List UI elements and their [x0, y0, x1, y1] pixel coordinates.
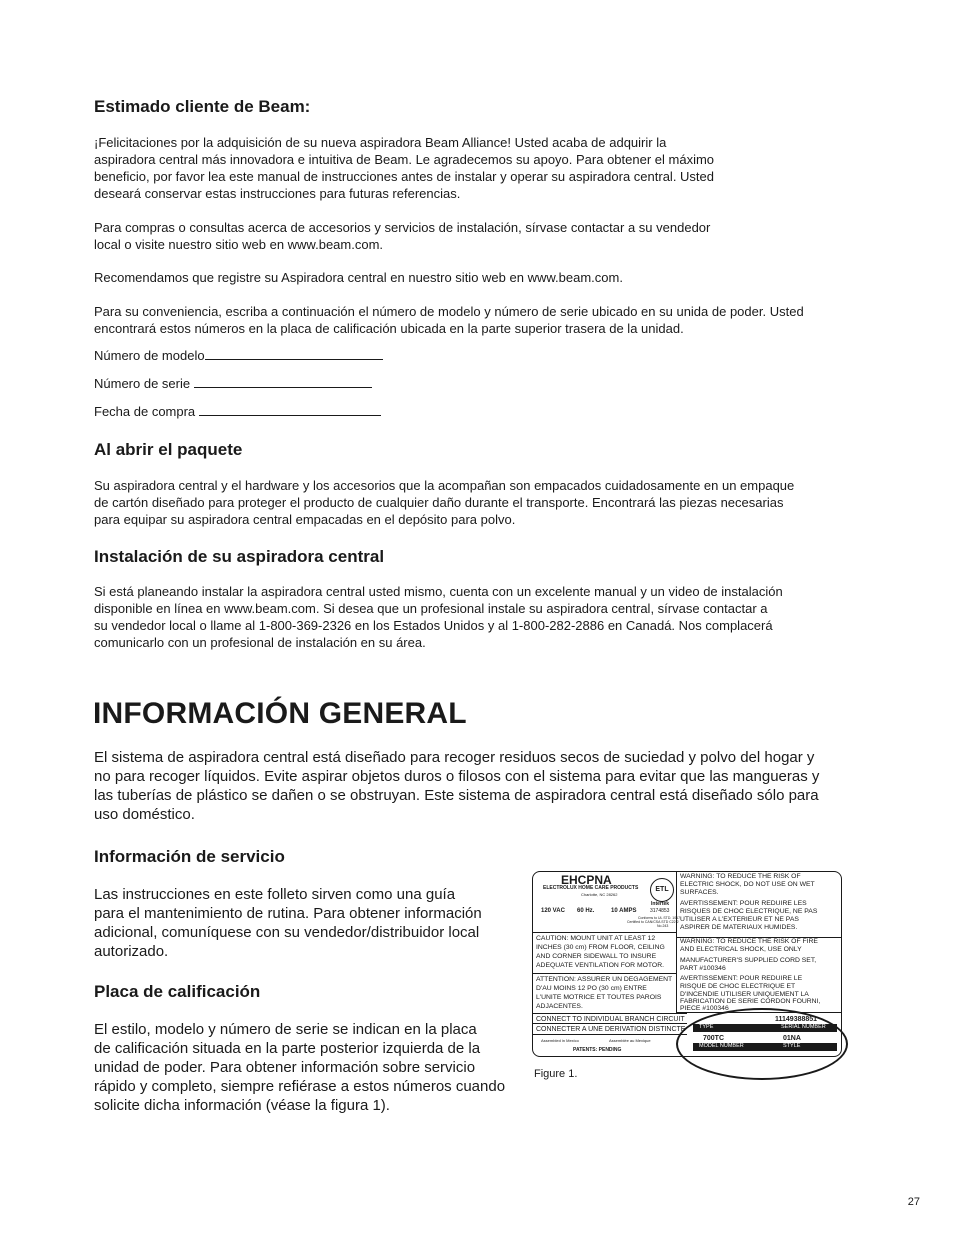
plate-caution-4: ADEQUATE VENTILATION FOR MOTOR.	[536, 962, 665, 969]
plate-warning1-1: WARNING: TO REDUCE THE RISK OF	[680, 873, 801, 880]
plate-avert1-4: ASPIRER DE MATERIAUX HUMIDES.	[680, 924, 798, 931]
text-line: solicite dicha información (véase la figura 1).	[94, 1097, 390, 1114]
install-paragraph	[94, 583, 783, 651]
plate-assembled-mx: Assembled in Mexico	[541, 1038, 579, 1043]
text-line: Las instrucciones en este folleto sirven como una guía	[94, 886, 456, 903]
plate-style-value: 01NA	[783, 1035, 801, 1042]
plate-frequency: 60 Hz.	[577, 908, 595, 914]
model-number-field	[94, 347, 383, 364]
text-line: comunicarlo con un profesional de instalación en su área.	[94, 635, 426, 650]
greeting-paragraph-3: Recomendamos que registre su Aspiradora central en nuestro sitio web en www.beam.com.	[94, 270, 623, 285]
plate-model-value: 700TC	[703, 1035, 725, 1042]
plate-attention-4: ADJACENTES.	[536, 1003, 583, 1010]
etl-certification-icon: ETL	[650, 878, 674, 902]
plate-model-label: MODEL NUMBER	[699, 1043, 744, 1049]
text-line: su vendedor local o llame al 1-800-369-2326 en los Estados Unidos y al 1-800-282-2886 en Canadá. Nos complacerá	[94, 618, 773, 633]
figure-caption: Figure 1.	[534, 1068, 578, 1080]
plate-avert1-1: AVERTISSEMENT: POUR REDUIRE LES	[680, 900, 807, 907]
plate-caution-2: INCHES (30 cm) FROM FLOOR, CEILING	[536, 944, 665, 951]
text-line: para el mantenimiento de rutina. Para obtener información	[94, 905, 482, 922]
unpack-heading: Al abrir el paquete	[94, 440, 243, 459]
plate-avert2-3: D'INCENDIE UTILISER UNIQUEMENT LA	[680, 991, 809, 998]
plate-serial-label: SERIAL NUMBER	[781, 1024, 826, 1030]
plate-avert1-2: RISQUES DE CHOC ELECTRIQUE, NE PAS	[680, 908, 818, 915]
plate-conforms-3: No.243	[657, 924, 669, 928]
plate-assembled-mx-fr: Assemblée au Mexique	[609, 1038, 651, 1043]
serial-number-blank	[194, 375, 372, 388]
plate-amps: 10 AMPS	[611, 908, 637, 914]
text-line: disponible en línea en www.beam.com. Si desea que un profesional instale su aspiradora central, sírvase contactar a	[94, 601, 768, 616]
plate-warning2-1: WARNING: TO REDUCE THE RISK OF FIRE	[680, 938, 818, 945]
plate-intertek: Intertek	[651, 901, 670, 907]
plate-connect-2: CONNECTER A UNE DERIVATION DISTINCTE	[536, 1026, 686, 1033]
plate-patents: PATENTS: PENDING	[573, 1047, 622, 1053]
plate-divider-left-4	[533, 1023, 687, 1024]
plate-attention-3: L'UNITE MOTRICE ET TOUTES PAROIS	[536, 994, 662, 1001]
model-number-label: Número de modelo	[94, 348, 205, 363]
purchase-date-blank	[199, 403, 381, 416]
purchase-date-label: Fecha de compra	[94, 404, 196, 419]
text-line: no para recoger líquidos. Evite aspirar objetos duros o filosos con el sistema para evitar que las mangueras y	[94, 768, 820, 785]
plate-avert2-4: FABRICATION DE SERIE CORDON FOURNI,	[680, 998, 821, 1005]
model-number-blank	[205, 347, 383, 360]
plate-divider-left-3	[533, 1013, 687, 1014]
service-paragraph	[94, 885, 482, 961]
text-line: de calificación situada en la parte posterior izquierda de la	[94, 1040, 481, 1057]
install-heading: Instalación de su aspiradora central	[94, 547, 385, 566]
text-line: unidad de poder. Para obtener información sobre servicio	[94, 1059, 476, 1076]
highlight-ellipse	[676, 1005, 848, 1080]
plate-caution-3: AND CORNER SIDEWALL TO INSURE	[536, 953, 657, 960]
plate-connect-1: CONNECT TO INDIVIDUAL BRANCH CIRCUIT	[536, 1016, 685, 1023]
plate-maker: ELECTROLUX HOME CARE PRODUCTS	[543, 885, 639, 891]
plate-caution-1: CAUTION: MOUNT UNIT AT LEAST 12	[536, 935, 656, 942]
plate-voltage: 120 VAC	[541, 908, 565, 914]
text-line: Para su conveniencia, escriba a continuación el número de modelo y número de serie ubicado en su unida de poder. Usted	[94, 304, 804, 319]
general-info-title: INFORMACIÓN GENERAL	[93, 697, 467, 730]
plate-divider-left-2	[533, 973, 676, 974]
text-line: aspiradora central más innovadora e intuitiva de Beam. Le agradecemos su apoyo. Para obtener el máximo	[94, 152, 715, 167]
plate-warning2-2: AND ELECTRICAL SHOCK, USE ONLY	[680, 946, 802, 953]
plate-brand: EHCPNA	[561, 873, 612, 887]
text-line: uso doméstico.	[94, 806, 195, 823]
text-line: encontrará estos números en la placa de calificación ubicada en la parte superior trasera de la unidad.	[94, 321, 684, 336]
page-number: 27	[907, 1196, 920, 1208]
text-line: Su aspiradora central y el hardware y los accesorios que la acompañan son empacados cuidadosamente en un empaque	[94, 478, 795, 493]
plate-intertek-number: 3174853	[650, 908, 670, 914]
plate-avert2-5: PIECE #100346	[680, 1005, 729, 1012]
text-line: de cartón diseñado para proteger el producto de cualquier daño durante el transporte. Encontrará las piezas necesarias	[94, 495, 784, 510]
text-line: El sistema de aspiradora central está diseñado para recoger residuos secos de suciedad y polvo del hogar y	[94, 749, 815, 766]
rating-plate-paragraph	[94, 1020, 505, 1115]
plate-divider-left-5	[533, 1034, 687, 1035]
unpack-paragraph	[94, 477, 794, 528]
plate-conforms-2: Certified to CAN/CSA STD C22.2	[627, 920, 679, 924]
text-line: beneficio, por favor lea este manual de instrucciones antes de instalar y operar su aspiradora central. Usted	[94, 169, 715, 184]
plate-avert2-1: AVERTISSEMENT: POUR REDUIRE LE	[680, 975, 803, 982]
service-heading: Información de servicio	[94, 847, 285, 866]
plate-attention-1: ATTENTION: ASSURER UN DEGAGEMENT	[536, 976, 673, 983]
plate-attention-2: D'AU MOINS 12 PO (30 cm) ENTRE	[536, 985, 647, 992]
plate-avert1-3: UTILISER A L'EXTERIEUR ET NE PAS	[680, 916, 799, 923]
plate-warning2-3: MANUFACTURER'S SUPPLIED CORD SET,	[680, 957, 817, 964]
serial-number-label: Número de serie	[94, 376, 191, 391]
rating-plate-heading: Placa de calificación	[94, 982, 261, 1001]
text-line: Si está planeando instalar la aspiradora central usted mismo, cuenta con un excelente manual y un video de instalación	[94, 584, 783, 599]
text-line: local o visite nuestro sitio web en www.beam.com.	[94, 237, 384, 252]
greeting-paragraph-4	[94, 303, 804, 337]
plate-warning1-2: ELECTRIC SHOCK, DO NOT USE ON WET	[680, 881, 815, 888]
text-line: El estilo, modelo y número de serie se indican en la placa	[94, 1021, 477, 1038]
text-line: autorizado.	[94, 943, 169, 960]
greeting-paragraph-1	[94, 134, 714, 202]
text-line: ¡Felicitaciones por la adquisición de su nueva aspiradora Beam Alliance! Usted acaba de adquirir la	[94, 135, 667, 150]
text-line: rápido y completo, siempre refiérase a estos números cuando	[94, 1078, 506, 1095]
plate-conforms-1: Conforms to UL STD. 1017	[638, 916, 681, 920]
text-line: las tuberías de plástico se dañen o se obstruyan. Este sistema de aspiradora central está diseñado sólo para	[94, 787, 819, 804]
general-info-paragraph	[94, 748, 819, 824]
plate-city: Charlotte, NC 28262	[581, 892, 618, 897]
plate-avert2-2: RISQUE DE CHOC ELECTRIQUE ET	[680, 983, 796, 990]
plate-type-label: TYPE	[699, 1024, 714, 1030]
text-line: para equipar su aspiradora central empacadas en el depósito para polvo.	[94, 512, 516, 527]
plate-style-label: STYLE	[783, 1043, 801, 1049]
greeting-paragraph-2	[94, 219, 710, 253]
text-line: adicional, comuníquese con su vendedor/distribuidor local	[94, 924, 480, 941]
plate-divider-vertical	[676, 872, 677, 1013]
plate-warning1-3: SURFACES.	[680, 889, 719, 896]
purchase-date-field	[94, 403, 381, 420]
plate-serial-value: 11149388851	[775, 1016, 818, 1023]
text-line: deseará conservar estas instrucciones para futuras referencias.	[94, 186, 461, 201]
greeting-heading: Estimado cliente de Beam:	[94, 97, 311, 116]
plate-divider-left-1	[533, 932, 676, 933]
plate-warning2-4: PART #100346	[680, 965, 726, 972]
serial-number-field	[94, 375, 372, 392]
text-line: Para compras o consultas acerca de accesorios y servicios de instalación, sírvase contactar a su vendedor	[94, 220, 711, 235]
